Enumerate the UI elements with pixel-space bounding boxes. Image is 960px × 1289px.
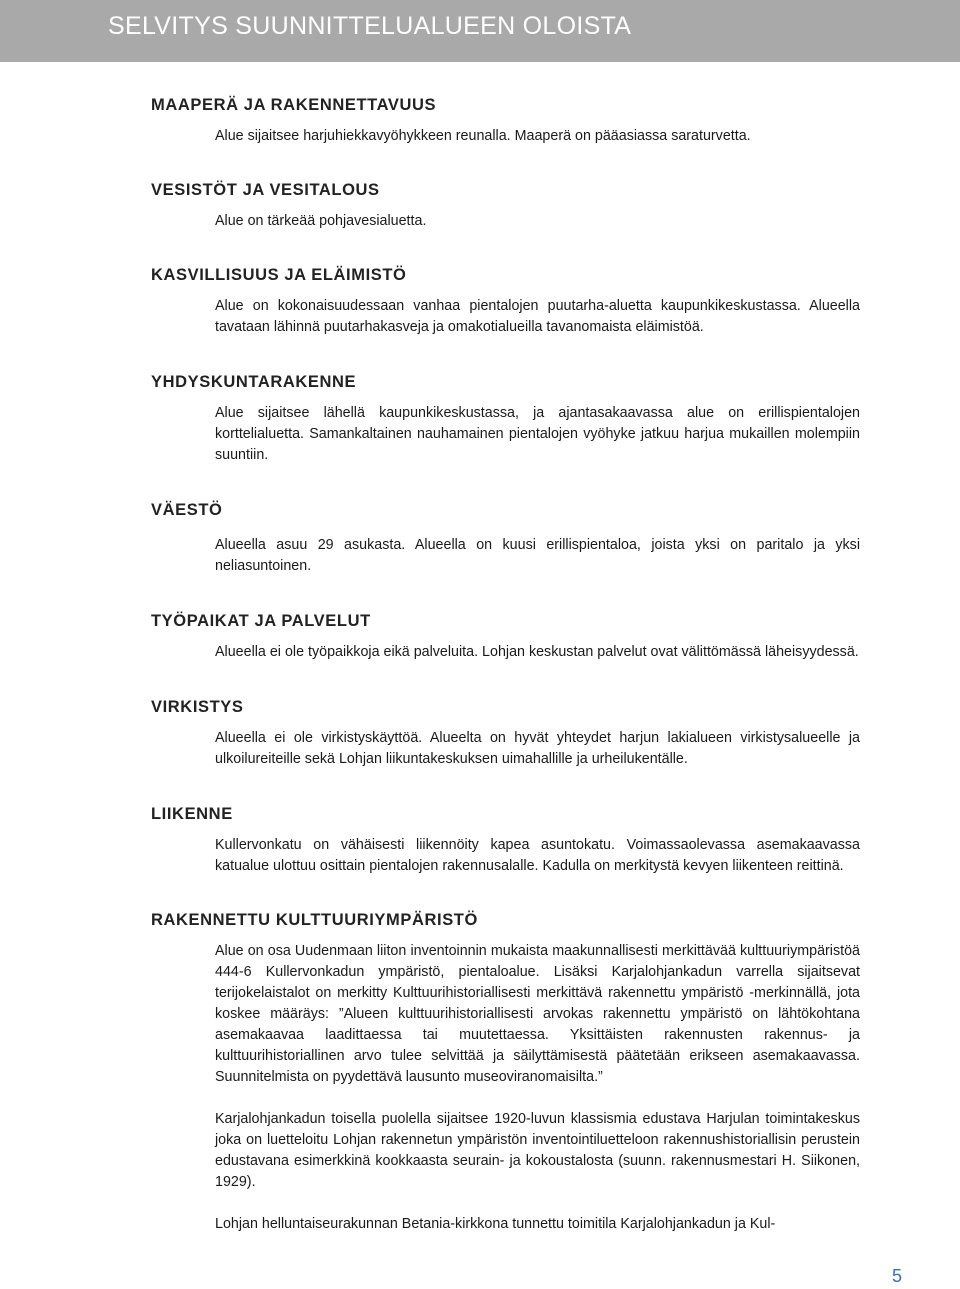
section-body [215,642,860,663]
paragraph: Alue sijaitsee lähellä kaupunkikeskustassa, ja ajantasakaavassa alue on erillispientalojen korttelialuetta. Samankaltainen nauhamainen pientalojen vyöhyke jatkuu harjua mukaillen molempiin suuntiin. [215,405,860,463]
section-heading: VIRKISTYS [151,698,244,716]
section-kasvillisuus [151,264,861,338]
section-heading: RAKENNETTU KULTTUURIYMPÄRISTÖ [151,911,478,929]
paragraph: Alueella asuu 29 asukasta. Alueella on kuusi erillispientaloa, joista yksi on paritalo ja yksi neliasuntoinen. [215,537,860,574]
paragraph: Alueella ei ole virkistyskäyttöä. Alueelta on hyvät yhteydet harjun lakialueen virkistysalueelle ja ulkoilureiteille sekä Lohjan liikuntakeskuksen uimahallille ja urheilukentälle. [215,730,860,767]
document-content [151,94,861,1235]
paragraph: Karjalohjankadun toisella puolella sijaitsee 1920-luvun klassismia edustava Harjulan toimintakeskus joka on luetteloitu Lohjan rakennetun ympäristön inventointiluetteloon rakennushistoriallisin perustein edustavana esimerkkinä kookkaasta seurain- ja kokoustalosta (suunn. rakennusmestari H. Siikonen, 1929). [215,1111,860,1190]
section-body [215,941,860,1235]
section-heading: LIIKENNE [151,805,233,823]
page-title: SELVITYS SUUNNITTELUALUEEN OLOISTA [108,12,632,40]
section-rakennettu-kulttuuriymparisto [151,909,861,1235]
section-virkistys [151,696,861,770]
paragraph: Kullervonkatu on vähäisesti liikennöity kapea asuntokatu. Voimassaolevassa asemakaavassa katualue ulottuu osittain pientalojen rakennusalalle. Kadulla on merkitystä kevyen liikenteen reittinä. [215,837,860,874]
paragraph: Alue on osa Uudenmaan liiton inventoinnin mukaista maakunnallisesti merkittävää kulttuuriympäristöä 444-6 Kullervonkadun ympäristö, pientaloalue. Lisäksi Karjalohjankadun varrella sijaitsevat terijokelaistalot on merkitty Kulttuurihistoriallisesti merkittävä rakennettu ympäristö -merkinnällä, jota koskee määräys: ”Alueen kulttuurihistoriallisesti arvokas rakennettu ympäristö on lähtökohtana asemakaavaa laadittaessa tai muutettaessa. Yksittäisten rakennusten rakennus- ja kulttuurihistoriallinen arvo tulee selvittää ja säilyttämisestä päätetään erikseen asemakaavassa. Suunnitelmista on pyydettävä lausunto museoviranomaisilta.” [215,943,860,1085]
section-heading: VESISTÖT JA VESITALOUS [151,181,380,199]
section-liikenne [151,803,861,877]
paragraph: Alue on tärkeää pohjavesialuetta. [215,213,427,229]
section-heading: TYÖPAIKAT JA PALVELUT [151,612,371,630]
section-body [215,835,860,877]
section-heading: YHDYSKUNTARAKENNE [151,373,357,391]
section-vesistot [151,179,861,232]
section-heading: VÄESTÖ [151,501,223,519]
section-body [215,535,860,577]
paragraph: Lohjan helluntaiseurakunnan Betania-kirkkona tunnettu toimitila Karjalohjankadun ja Kul- [215,1216,776,1232]
page-number: 5 [891,1266,902,1286]
section-body [215,211,860,232]
section-body [215,728,860,770]
paragraph: Alue on kokonaisuudessaan vanhaa pientalojen puutarha-aluetta kaupunkikeskustassa. Alueella tavataan lähinnä puutarhakasveja ja omakotialueilla tavanomaista eläimistöä. [215,298,860,335]
section-vaesto [151,499,861,577]
section-heading: MAAPERÄ JA RAKENNETTAVUUS [151,96,437,114]
header-bar [0,0,960,62]
section-heading: KASVILLISUUS JA ELÄIMISTÖ [151,266,407,284]
section-body [215,403,860,466]
paragraph: Alue sijaitsee harjuhiekkavyöhykkeen reunalla. Maaperä on pääasiassa saraturvetta. [215,128,751,144]
section-maapera [151,94,861,147]
section-tyopaikat [151,610,861,663]
paragraph: Alueella ei ole työpaikkoja eikä palveluita. Lohjan keskustan palvelut ovat välittömässä läheisyydessä. [215,644,859,660]
section-body [215,126,860,147]
section-body [215,296,860,338]
section-yhdyskuntarakenne [151,371,861,466]
